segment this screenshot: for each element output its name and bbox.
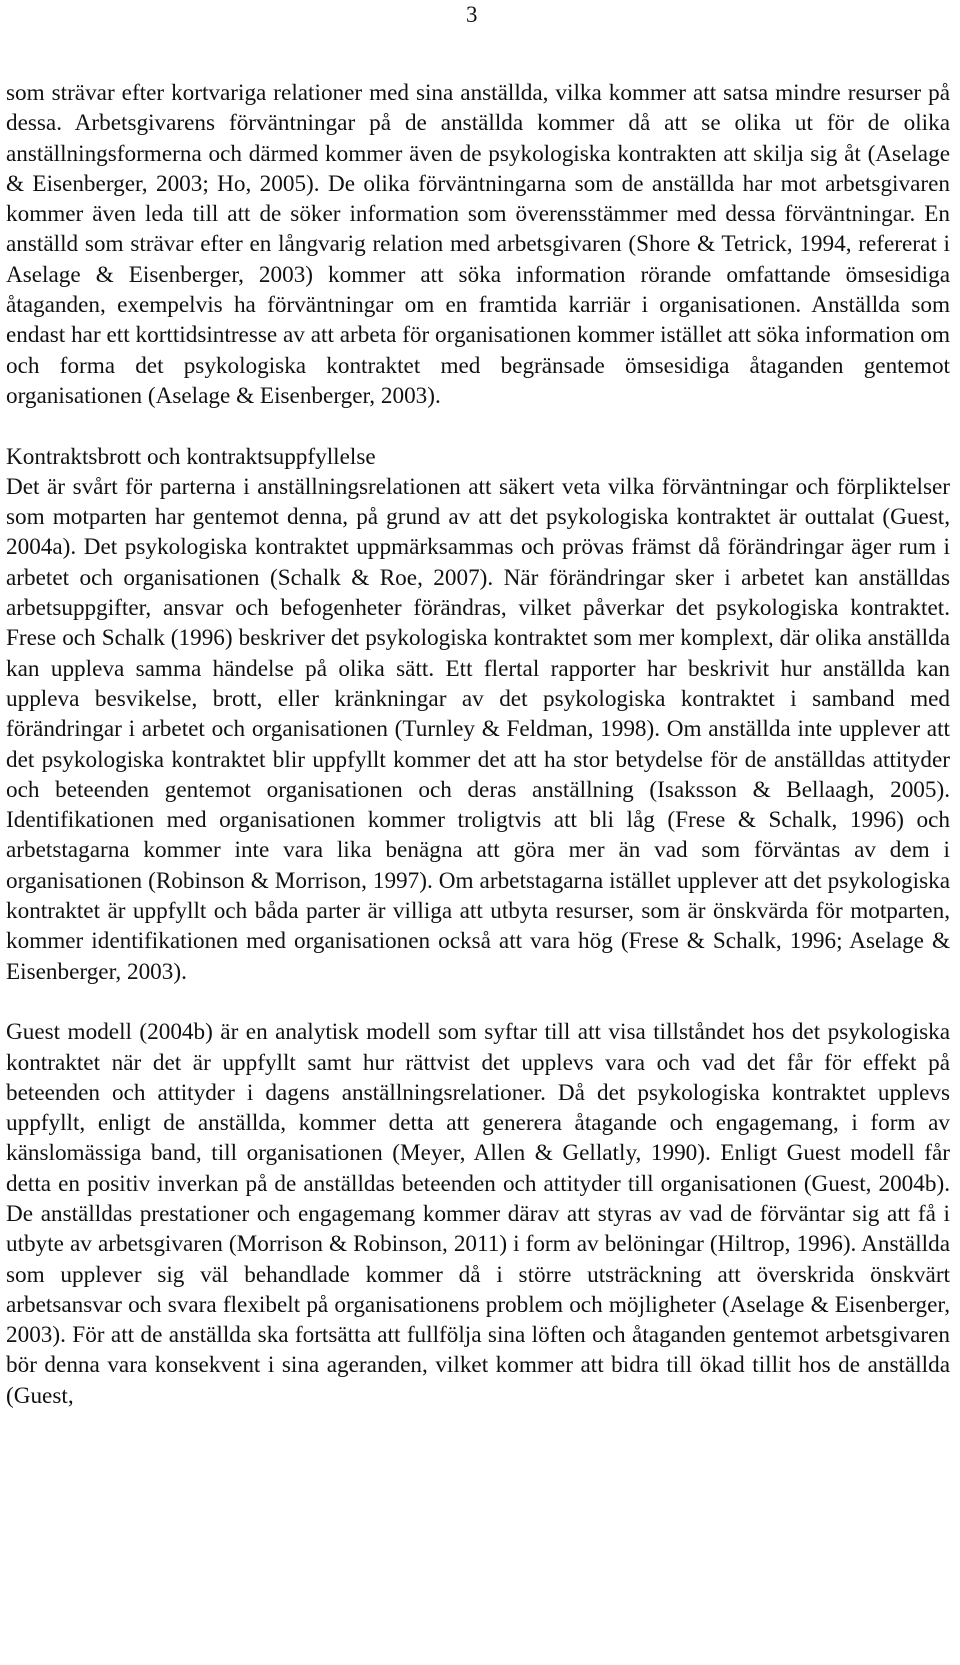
paragraph-contract-breach: Det är svårt för parterna i anställningsrelationen att säkert veta vilka förväntningar och förpliktelser som motparten har gentemot denna, på grund av att det psykologiska kontraktet är outtalat (Guest, 2004a). Det psykologiska kontraktet uppmärksammas och prövas främst då förändringar äger rum i arbetet och organisationen (Schalk & Roe, 2007). När förändringar sker i arbetet kan anställdas arbetsuppgifter, ansvar och befogenheter förändras, vilket påverkar det psykologiska kontraktet. Frese och Schalk (1996) beskriver det psykologiska kontraktet som mer komplext, där olika anställda kan uppleva samma händelse på olika sätt. Ett flertal rapporter har beskrivit hur anställda kan uppleva besvikelse, brott, eller kränkningar av det psykologiska kontraktet i samband med förändringar i arbetet och organisationen (Turnley & Feldman, 1998). Om anställda inte upplever att det psykologiska kontraktet blir uppfyllt kommer det att ha stor betydelse för de anställdas attityder och beteenden gentemot organisationen och deras anställning (Isaksson & Bellaagh, 2005). Identifikationen med organisationen kommer troligtvis att bli låg (Frese & Schalk, 1996) och arbetstagarna kommer inte vara lika benägna att göra mer än vad som förväntas av dem i organisationen (Robinson & Morrison, 1997). Om arbetstagarna istället upplever att det psykologiska kontraktet är uppfyllt och båda parter är villiga att utbyta resurser, som är önskvärda för motparten, kommer identifikationen med organisationen också att vara hög (Frese & Schalk, 1996; Aselage & Eisenberger, 2003). <box>6 473 950 985</box>
paragraph-guest-model: Guest modell (2004b) är en analytisk modell som syftar till att visa tillståndet hos det psykologiska kontraktet när det är uppfyllt samt hur rättvist det upplevs vara och vad det får för effekt på beteenden och attityder i dagens anställningsrelationer. Då det psykologiska kontraktet upplevs uppfyllt, enligt de anställda, kommer detta att generera åtagande och engagemang, i form av känslomässiga band, till organisationen (Meyer, Allen & Gellatly, 1990). Enligt Guest modell får detta en positiv inverkan på de anställdas beteenden och attityder till organisationen (Guest, 2004b). De anställdas prestationer och engagemang kommer därav att styras av vad de förväntar sig att få i utbyte av arbetsgivaren (Morrison & Robinson, 2011) i form av belöningar (Hiltrop, 1996). Anställda som upplever sig väl behandlade kommer då i större utsträckning att överskrida önskvärt arbetsansvar och svara flexibelt på organisationens problem och möjligheter (Aselage & Eisenberger, 2003). För att de anställda ska fortsätta att fullfölja sina löften och åtaganden gentemot arbetsgivaren bör denna vara konsekvent i sina ageranden, vilket kommer att bidra till ökad tillit hos de anställda (Guest, <box>6 1019 950 1409</box>
document-body <box>6 78 950 1411</box>
section-heading: Kontraktsbrott och kontraktsuppfyllelse <box>6 443 376 470</box>
paragraph-intro: som strävar efter kortvariga relationer med sina anställda, vilka kommer att satsa mindre resurser på dessa. Arbetsgivarens förväntningar på de anställda kommer då att se olika ut för de olika anställningsformerna och därmed kommer även de psykologiska kontrakten att skilja sig åt (Aselage & Eisenberger, 2003; Ho, 2005). De olika förväntningarna som de anställda har mot arbetsgivaren kommer även leda till att de söker information som överensstämmer med dessa förväntningar. En anställd som strävar efter en långvarig relation med arbetsgivaren (Shore & Tetrick, 1994, refererat i Aselage & Eisenberger, 2003) kommer att söka information rörande omfattande ömsesidiga åtaganden, exempelvis ha förväntningar om en framtida karriär i organisationen. Anställda som endast har ett korttidsintresse av att arbeta för organisationen kommer istället att söka information om och forma det psykologiska kontraktet med begränsade ömsesidiga åtaganden gentemot organisationen (Aselage & Eisenberger, 2003). <box>6 80 950 409</box>
page-number: 3 <box>466 2 478 27</box>
